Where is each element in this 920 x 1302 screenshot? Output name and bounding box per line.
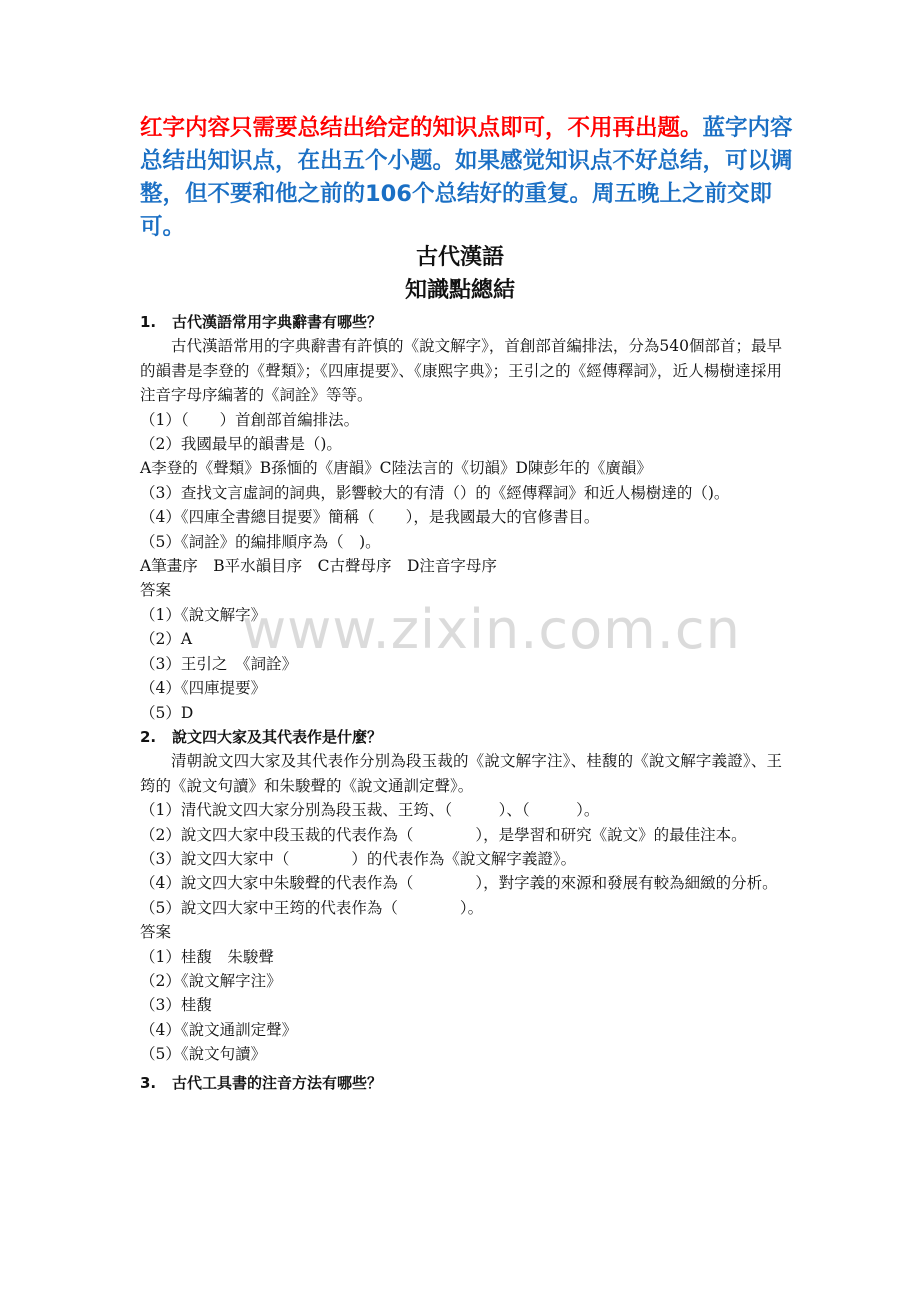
content-body: [140, 310, 782, 1095]
section-paragraph: 古代漢語常用的字典辭書有許慎的《說文解字》，首創部首編排法，分為540個部首；最早的韻書是李登的《聲類》；《四庫提要》、《康熙字典》；王引之的《經傳釋詞》，近人楊樹達採用注音字母序編著的《詞詮》等等。: [140, 337, 782, 405]
red-instruction: 红字内容只需要总结出给定的知识点即可，不用再出题。: [140, 115, 703, 141]
answer-line: （3）王引之 《詞詮》: [140, 654, 298, 673]
answer-line: （4）《說文通訓定聲》: [140, 1020, 298, 1039]
question-line: （1）（ ）首創部首編排法。: [140, 410, 360, 429]
question-line: （2）說文四大家中段玉裁的代表作為（ ），是學習和研究《說文》的最佳注本。: [140, 825, 747, 844]
section-heading-text: 說文四大家及其代表作是什麼？: [172, 727, 383, 746]
answer-line: （5）D: [140, 703, 194, 722]
answer-line: （3）桂馥: [140, 996, 212, 1015]
question-line: （2）我國最早的韻書是（)。: [140, 435, 342, 454]
section-heading: [140, 310, 782, 334]
choice-line: A李登的《聲類》B孫愐的《唐韻》C陸法言的《切韻》D陳彭年的《廣韻》: [140, 459, 652, 478]
section-number: 1.: [140, 313, 157, 331]
answer-label: 答案: [140, 923, 172, 942]
answer-line: （5）《說文句讀》: [140, 1045, 267, 1064]
watermark: www.zixin.com.cn: [242, 598, 741, 661]
section-heading-text: 古代漢語常用字典辭書有哪些？: [172, 313, 383, 331]
section-number: 3.: [140, 1073, 157, 1092]
section-heading: [140, 725, 782, 749]
document-subtitle: 知識點總結: [404, 278, 515, 303]
answer-line: （1）《說文解字》: [140, 605, 267, 624]
section-number: 2.: [140, 727, 157, 746]
question-line: （5）說文四大家中王筠的代表作為（ ）。: [140, 898, 484, 917]
question-line: （4）《四庫全書總目提要》簡稱（ ），是我國最大的官修書目。: [140, 508, 600, 527]
instruction-notice: [140, 112, 800, 244]
answer-line: （4）《四庫提要》: [140, 679, 267, 698]
section-heading: [140, 1071, 782, 1095]
section-heading-text: 古代工具書的注音方法有哪些？: [172, 1073, 383, 1092]
choice-line: A筆畫序 B平水韻目序 C古聲母序 D注音字母序: [140, 557, 497, 576]
document-title: 古代漢語: [415, 245, 504, 270]
answer-line: （2）A: [140, 630, 193, 649]
answer-line: （1）桂馥 朱駿聲: [140, 947, 274, 966]
question-line: （3）說文四大家中（ ）的代表作為《說文解字義證》。: [140, 849, 577, 868]
answer-line: （2）《說文解字注》: [140, 971, 282, 990]
question-line: （3）查找文言虛詞的詞典，影響較大的有清（）的《經傳釋詞》和近人楊樹達的（)。: [140, 483, 730, 502]
answer-label: 答案: [140, 581, 172, 600]
question-line: （5）《詞詮》的編排順序為（ )。: [140, 532, 381, 551]
blue-instruction: 蓝字内容总结出知识点，在出五个小题。如果感觉知识点不好总结，可以调整，但不要和他之前的106个总结好的重复。周五晚上之前交即可。: [140, 115, 793, 240]
question-line: （1）清代說文四大家分別為段玉裁、王筠、（ ）、（ ）。: [140, 801, 600, 820]
question-line: （4）說文四大家中朱駿聲的代表作為（ ），對字義的來源和發展有較為細緻的分析。: [140, 874, 778, 893]
section-paragraph: 清朝說文四大家及其代表作分別為段玉裁的《說文解字注》、桂馥的《說文解字義證》、王筠的《說文句讀》和朱駿聲的《說文通訓定聲》。: [140, 752, 782, 795]
